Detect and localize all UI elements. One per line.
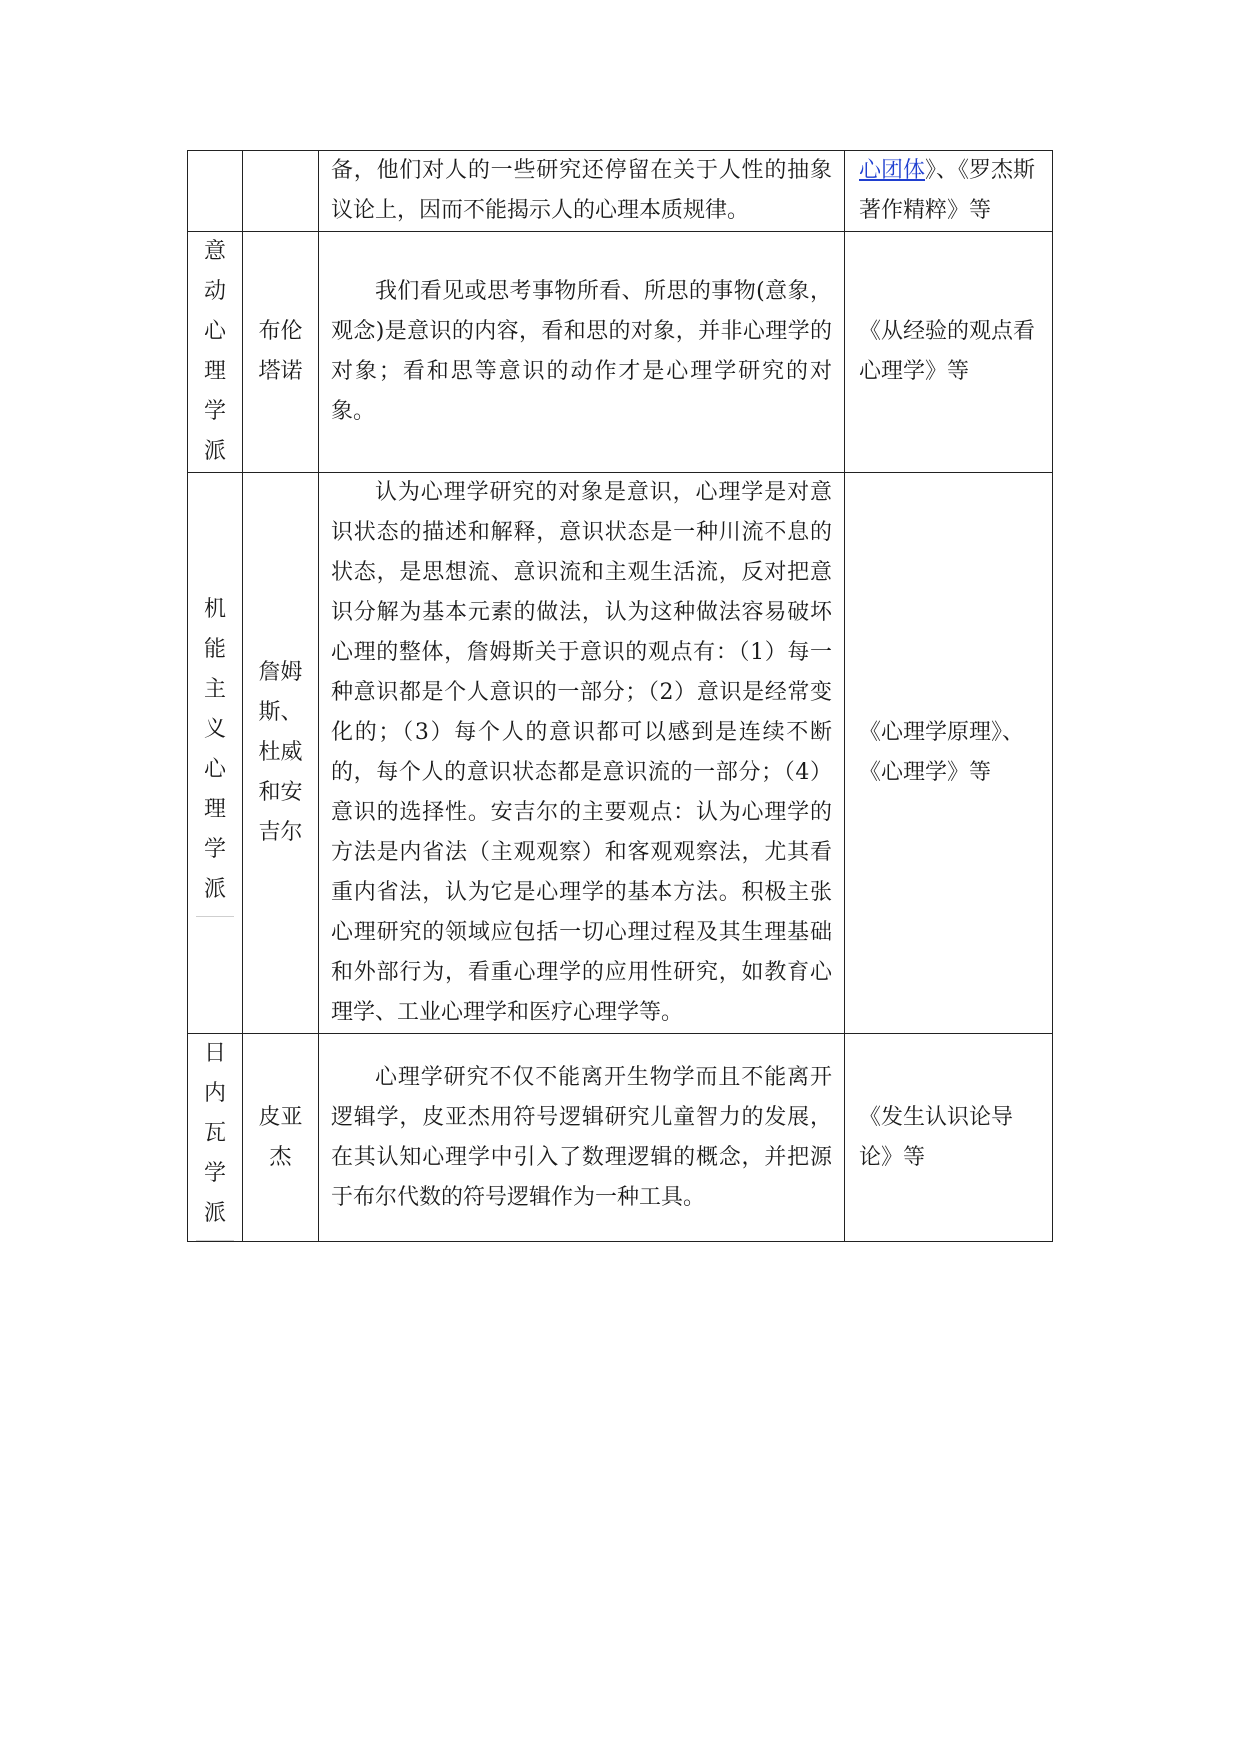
school-char: 学 — [203, 836, 226, 862]
view-cell — [319, 151, 845, 232]
school-char: 心 — [203, 319, 226, 344]
school-char: 意 — [203, 239, 226, 264]
table-row — [188, 473, 1053, 1034]
view-cell — [319, 232, 845, 473]
view-text: 认为心理学研究的对象是意识，心理学是对意识状态的描述和解释，意识状态是一种川流不息的状态，是思想流、意识流和主观生活流，反对把意识分解为基本元素的做法，认为这种做法容易破坏心理的整体，詹姆斯关于意识的观点有：（1）每一种意识都是个人意识的一部分；（2）意识是经常变化的；（3）每个人的意识都可以感到是连续不断的，每个人的意识状态都是意识流的一部分；（4）意识的选择性。安吉尔的主要观点：认为心理学的方法是内省法（主观观察）和客观观察法，尤其看重内省法，认为它是心理学的基本方法。积极主张心理研究的领域应包括一切心理过程及其生理基础和外部行为，看重心理学的应用性研究，如教育心理学、工业心理学和医疗心理学等。 — [331, 480, 832, 1025]
works-text: 》、《罗杰斯著作精粹》等 — [859, 158, 1036, 223]
school-char: 机 — [203, 596, 226, 622]
person-name: 皮亚 — [258, 1104, 303, 1130]
table-row — [188, 1034, 1053, 1242]
school-cell — [188, 1034, 243, 1242]
works-cell — [845, 1034, 1053, 1242]
school-cell — [188, 151, 243, 232]
school-char: 学 — [203, 1161, 226, 1186]
view-text: 心理学研究不仅不能离开生物学而且不能离开逻辑学，皮亚杰用符号逻辑研究儿童智力的发展，在其认知心理学中引入了数理逻辑的概念，并把源于布尔代数的符号逻辑作为一种工具。 — [331, 1064, 832, 1210]
person-cell — [243, 473, 319, 1034]
works-cell — [845, 151, 1053, 232]
person-name: 斯、 — [258, 700, 303, 725]
works-link[interactable]: 心团体 — [859, 158, 926, 183]
schools-table — [187, 150, 1053, 1242]
works-cell — [845, 473, 1053, 1034]
person-cell — [243, 151, 319, 232]
person-name: 和安 — [258, 780, 303, 805]
school-char: 理 — [203, 359, 226, 384]
school-char: 瓦 — [203, 1121, 226, 1146]
view-cell — [319, 1034, 845, 1242]
person-name: 杜威 — [258, 740, 303, 765]
school-char: 学 — [203, 399, 226, 424]
school-char: 能 — [203, 636, 226, 662]
school-char: 主 — [203, 676, 226, 702]
school-char: 心 — [203, 756, 226, 782]
view-cell — [319, 473, 845, 1034]
view-text: 我们看见或思考事物所看、所思的事物(意象，观念)是意识的内容，看和思的对象，并非心理学的对象；看和思等意识的动作才是心理学研究的对象。 — [331, 279, 832, 424]
person-name: 杰 — [269, 1144, 292, 1170]
school-char: 内 — [203, 1081, 226, 1106]
person-name: 吉尔 — [258, 820, 303, 845]
works-cell — [845, 232, 1053, 473]
works-text: 《发生认识论导论》等 — [859, 1104, 1014, 1170]
school-char: 动 — [203, 279, 226, 304]
person-name: 塔诺 — [258, 359, 303, 384]
school-char: 义 — [203, 716, 226, 742]
person-cell — [243, 232, 319, 473]
table-row — [188, 232, 1053, 473]
person-cell — [243, 1034, 319, 1242]
school-char: 派 — [203, 1201, 226, 1226]
school-char: 派 — [203, 876, 226, 902]
works-text: 《从经验的观点看心理学》等 — [859, 319, 1036, 384]
school-char: 派 — [203, 439, 226, 464]
person-name: 布伦 — [258, 319, 303, 344]
person-name: 詹姆 — [258, 660, 303, 685]
school-char: 日 — [203, 1041, 226, 1066]
school-cell — [188, 473, 243, 1034]
school-char: 理 — [203, 796, 226, 822]
divider — [196, 916, 234, 917]
view-text: 备，他们对人的一些研究还停留在关于人性的抽象议论上，因而不能揭示人的心理本质规律。 — [331, 158, 832, 223]
table-row — [188, 151, 1053, 232]
divider — [196, 1240, 234, 1241]
works-text: 《心理学原理》、《心理学》等 — [859, 720, 1025, 785]
school-cell — [188, 232, 243, 473]
